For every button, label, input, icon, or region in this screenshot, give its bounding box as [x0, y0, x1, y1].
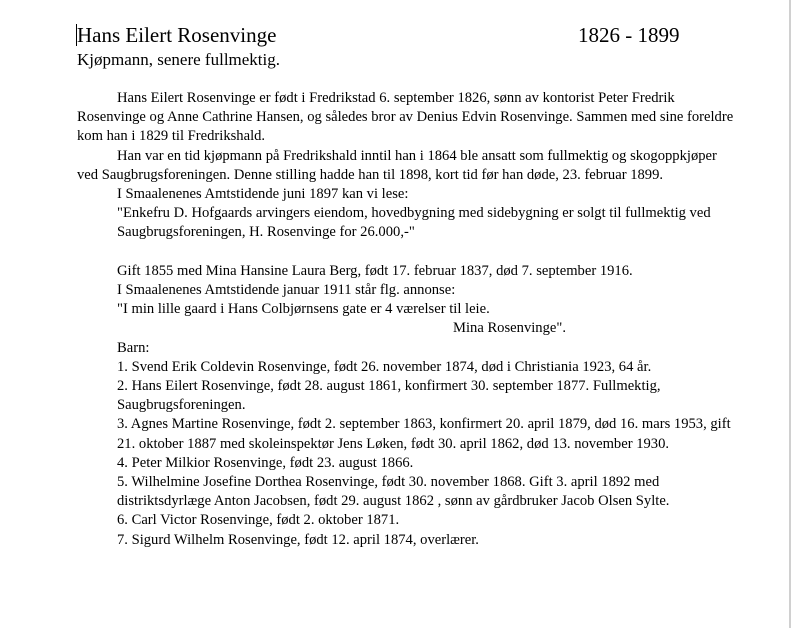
- list-item: 3. Agnes Martine Rosenvinge, født 2. september 1863, konfirmert 20. april 1879, død 16. mars 1953, gift 21. oktober 1887 med skoleinspektør Jens Løken, født 30. april 1862, død 13. november 1930.: [117, 416, 731, 452]
- list-item: 1. Svend Erik Coldevin Rosenvinge, født 26. november 1874, død i Christiania 1923, 64 år.: [117, 358, 652, 375]
- children-list: [77, 358, 737, 550]
- occupation: Kjøpmann, senere fullmektig.: [77, 50, 281, 69]
- paragraph-career: Han var en tid kjøpmann på Fredrikshald inntil han i 1864 ble ansatt som fullmektig og skogoppkjøper ved Saugbrugsforeningen. Denne stilling hadde han til 1898, kort tid før han døde, 23. februar 1899.: [77, 147, 717, 183]
- list-item: 2. Hans Eilert Rosenvinge, født 28. august 1861, konfirmert 30. september 1877. Fullmektig, Saugbrugsforeningen.: [117, 378, 661, 414]
- paragraph-birth: Hans Eilert Rosenvinge er født i Fredrikstad 6. september 1826, sønn av kontorist Peter Fredrik Rosenvinge og Anne Cathrine Hansen, og således bror av Denius Edvin Rosenvinge. Sammen med sine foreldre kom han i 1829 til Fredrikshald.: [77, 90, 734, 145]
- blank-line: [77, 243, 737, 262]
- newspaper-quote: "Enkefru D. Hofgaards arvingers eiendom, hovedbygning med sidebygning er solgt til fullmektig ved Saugbrugsforeningen, H. Rosenvinge for 26.000,-": [117, 205, 711, 241]
- children-heading: Barn:: [117, 339, 150, 356]
- list-item: 7. Sigurd Wilhelm Rosenvinge, født 12. april 1874, overlærer.: [117, 531, 479, 548]
- life-years: 1826 - 1899: [578, 23, 680, 47]
- person-name: Hans Eilert Rosenvinge: [77, 23, 277, 47]
- list-item: 5. Wilhelmine Josefine Dorthea Rosenvinge, født 30. november 1868. Gift 3. april 1892 med distriktsdyrlæge Anton Jacobsen, født 29. august 1862 , sønn av gårdbruker Jacob Olsen Sylte.: [117, 474, 670, 510]
- list-item: 6. Carl Victor Rosenvinge, født 2. oktober 1871.: [117, 512, 400, 529]
- quote-intro: I Smaalenenes Amtstidende juni 1897 kan vi lese:: [117, 186, 409, 203]
- ad-intro: I Smaalenenes Amtstidende januar 1911 står flg. annonse:: [117, 282, 456, 299]
- document-body: [77, 89, 737, 550]
- ad-signature: Mina Rosenvinge".: [453, 320, 566, 337]
- ad-text: "I min lille gaard i Hans Colbjørnsens gate er 4 værelser til leie.: [117, 301, 490, 318]
- marriage-line: Gift 1855 med Mina Hansine Laura Berg, født 17. februar 1837, død 7. september 1916.: [117, 262, 633, 279]
- list-item: 4. Peter Milkior Rosenvinge, født 23. august 1866.: [117, 454, 414, 471]
